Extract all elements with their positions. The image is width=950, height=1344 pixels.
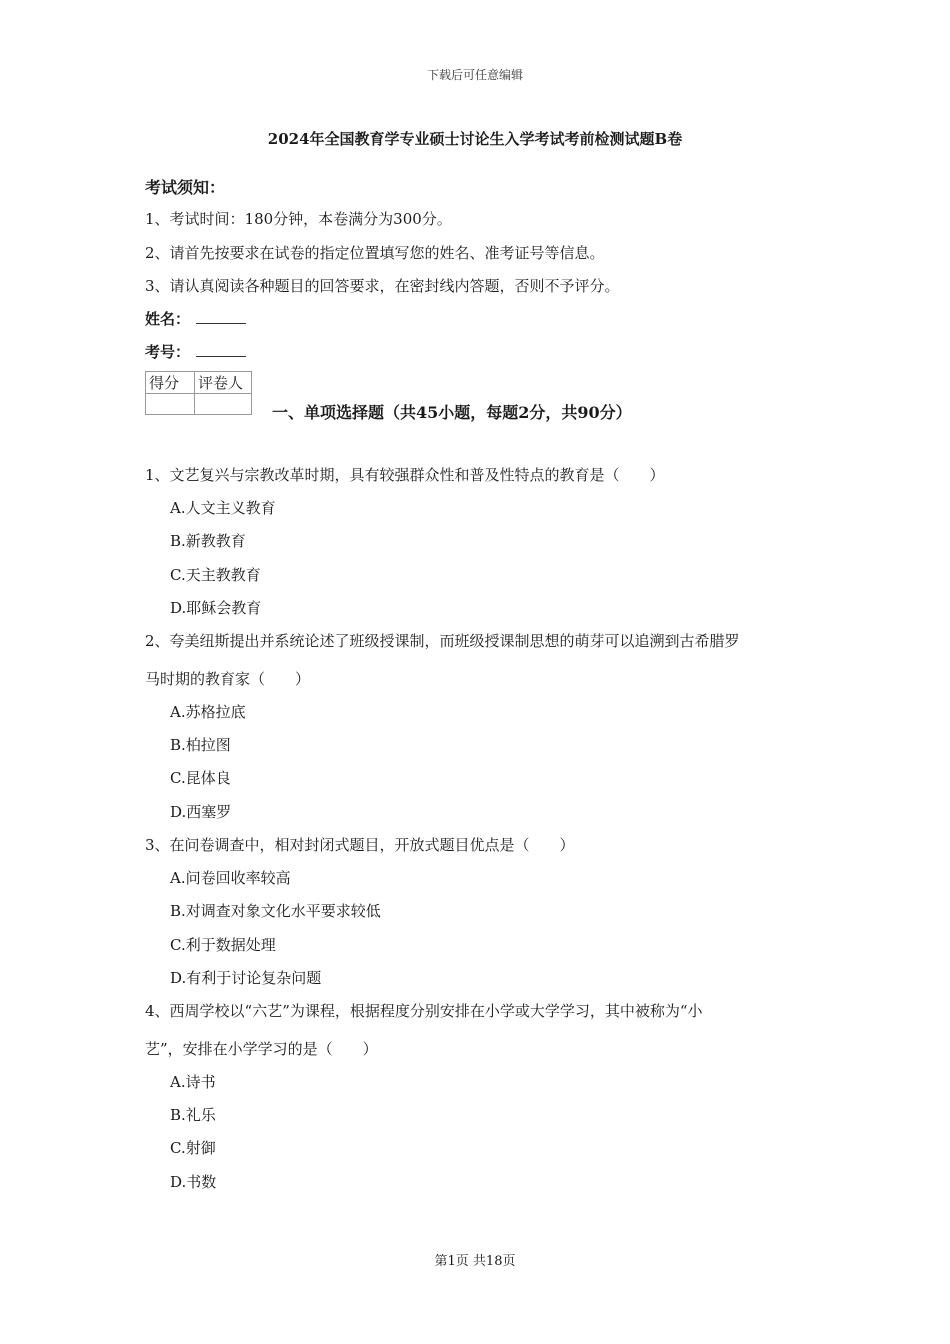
option: C.天主教教育 xyxy=(170,566,261,584)
option: D.有利于讨论复杂问题 xyxy=(170,969,322,987)
question-1: 1、文艺复兴与宗教改革时期，具有较强群众性和普及性特点的教育是（ ） xyxy=(145,466,665,484)
option: C.昆体良 xyxy=(170,769,231,787)
option: C.射御 xyxy=(170,1139,216,1157)
option: D.耶稣会教育 xyxy=(170,599,262,617)
id-label: 考号： xyxy=(145,343,191,361)
page-footer: 第1页 共18页 xyxy=(434,1254,516,1269)
option: B.对调查对象文化水平要求较低 xyxy=(170,902,381,920)
question-4-continued: 艺”，安排在小学学习的是（ ） xyxy=(145,1040,378,1058)
notice-item: 1、考试时间：180分钟，本卷满分为300分。 xyxy=(145,210,452,228)
score-table xyxy=(145,371,252,415)
option: A.问卷回收率较高 xyxy=(170,869,291,887)
name-blank-line[interactable] xyxy=(196,309,246,324)
option: B.柏拉图 xyxy=(170,736,231,754)
notice-heading: 考试须知： xyxy=(145,178,226,197)
name-field xyxy=(145,308,246,329)
option: B.礼乐 xyxy=(170,1106,216,1124)
section-title: 一、单项选择题（共45小题，每题2分，共90分） xyxy=(272,403,632,422)
grader-cell[interactable] xyxy=(195,394,252,415)
option: A.人文主义教育 xyxy=(170,499,276,517)
question-2-continued: 马时期的教育家（ ） xyxy=(145,670,311,688)
option: C.利于数据处理 xyxy=(170,936,276,954)
option: D.西塞罗 xyxy=(170,803,232,821)
option: A.诗书 xyxy=(170,1073,216,1091)
id-field xyxy=(145,341,246,362)
name-label: 姓名： xyxy=(145,310,191,328)
question-2: 2、夸美纽斯提出并系统论述了班级授课制，而班级授课制思想的萌芽可以追溯到古希腊罗 xyxy=(145,632,740,650)
notice-item: 2、请首先按要求在试卷的指定位置填写您的姓名、准考证号等信息。 xyxy=(145,244,605,262)
score-header: 得分 xyxy=(146,372,195,394)
question-4: 4、西周学校以“六艺”为课程，根据程度分别安排在小学或大学学习，其中被称为“小 xyxy=(145,1002,703,1020)
grader-header: 评卷人 xyxy=(195,372,252,394)
id-blank-line[interactable] xyxy=(196,342,246,357)
header-note: 下载后可任意编辑 xyxy=(426,68,523,82)
option: D.书数 xyxy=(170,1173,217,1191)
option: A.苏格拉底 xyxy=(170,703,246,721)
notice-item: 3、请认真阅读各种题目的回答要求，在密封线内答题，否则不予评分。 xyxy=(145,277,620,295)
score-cell[interactable] xyxy=(146,394,195,415)
document-title: 2024年全国教育学专业硕士讨论生入学考试考前检测试题B卷 xyxy=(267,130,683,148)
question-3: 3、在问卷调查中，相对封闭式题目，开放式题目优点是（ ） xyxy=(145,836,575,854)
option: B.新教教育 xyxy=(170,532,246,550)
